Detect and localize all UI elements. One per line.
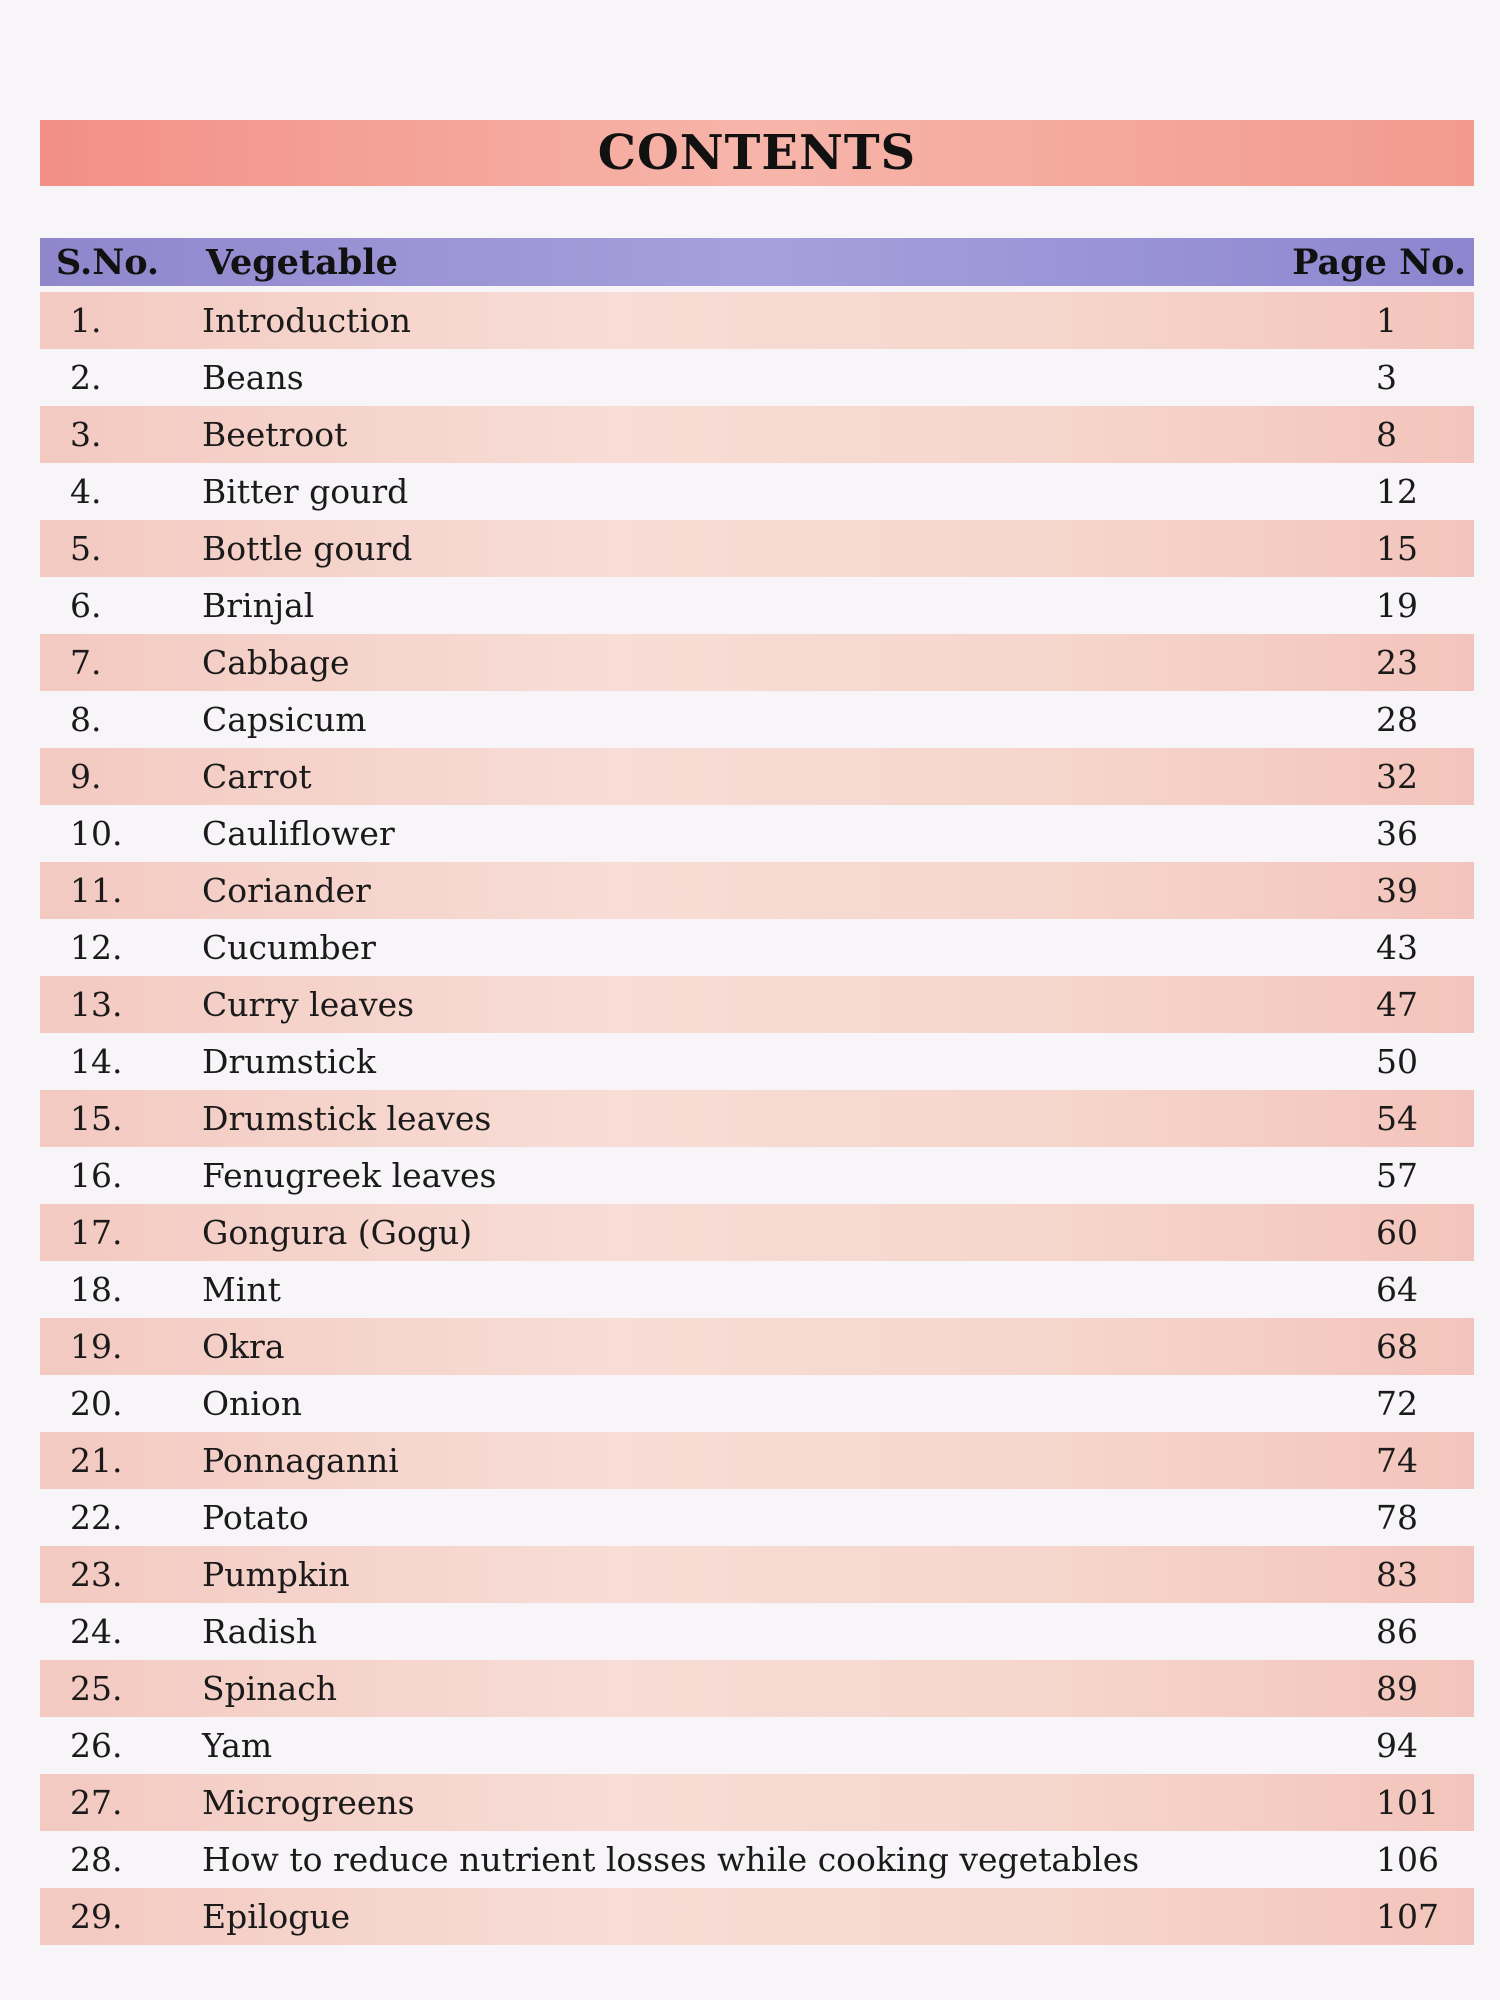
- row-page-no: 8: [1376, 415, 1397, 454]
- table-row: [40, 1831, 1474, 1888]
- row-vegetable: Okra: [202, 1327, 285, 1366]
- row-sno: 11.: [70, 871, 123, 910]
- page-title: CONTENTS: [597, 125, 917, 181]
- row-sno: 7.: [70, 643, 102, 682]
- table-row: [40, 919, 1474, 976]
- row-page-no: 28: [1376, 700, 1418, 739]
- table-row: [40, 1717, 1474, 1774]
- row-sno: 22.: [70, 1498, 123, 1537]
- table-row: [40, 1147, 1474, 1204]
- row-page-no: 15: [1376, 529, 1418, 568]
- row-sno: 9.: [70, 757, 102, 796]
- table-row: [40, 349, 1474, 406]
- table-row: [40, 520, 1474, 577]
- row-sno: 25.: [70, 1669, 123, 1708]
- row-sno: 15.: [70, 1099, 123, 1138]
- row-vegetable: Capsicum: [202, 700, 367, 739]
- row-page-no: 50: [1376, 1042, 1418, 1081]
- table-row: [40, 1603, 1474, 1660]
- row-sno: 14.: [70, 1042, 123, 1081]
- row-vegetable: How to reduce nutrient losses while cooking vegetables: [202, 1840, 1140, 1879]
- table-row: [40, 634, 1474, 691]
- row-vegetable: Beetroot: [202, 415, 348, 454]
- table-row: [40, 577, 1474, 634]
- row-vegetable: Cauliflower: [202, 814, 395, 853]
- row-page-no: 64: [1376, 1270, 1418, 1309]
- row-page-no: 32: [1376, 757, 1418, 796]
- row-page-no: 89: [1376, 1669, 1418, 1708]
- table-row: [40, 805, 1474, 862]
- row-sno: 6.: [70, 586, 102, 625]
- row-vegetable: Mint: [202, 1270, 281, 1309]
- table-row: [40, 748, 1474, 805]
- row-sno: 17.: [70, 1213, 123, 1252]
- row-vegetable: Pumpkin: [202, 1555, 350, 1594]
- table-row: [40, 292, 1474, 349]
- table-row: [40, 1546, 1474, 1603]
- row-page-no: 106: [1376, 1840, 1439, 1879]
- row-sno: 19.: [70, 1327, 123, 1366]
- row-sno: 13.: [70, 985, 123, 1024]
- row-sno: 5.: [70, 529, 102, 568]
- row-vegetable: Carrot: [202, 757, 312, 796]
- header-vegetable: Vegetable: [206, 242, 398, 283]
- table-row: [40, 1033, 1474, 1090]
- row-vegetable: Drumstick leaves: [202, 1099, 492, 1138]
- table-row: [40, 406, 1474, 463]
- row-page-no: 23: [1376, 643, 1418, 682]
- row-page-no: 47: [1376, 985, 1418, 1024]
- row-page-no: 83: [1376, 1555, 1418, 1594]
- table-row: [40, 463, 1474, 520]
- header-page-no: Page No.: [1292, 242, 1466, 283]
- row-sno: 20.: [70, 1384, 123, 1423]
- table-row: [40, 1774, 1474, 1831]
- table-row: [40, 1318, 1474, 1375]
- row-vegetable: Coriander: [202, 871, 371, 910]
- row-page-no: 3: [1376, 358, 1397, 397]
- table-row: [40, 1660, 1474, 1717]
- row-sno: 2.: [70, 358, 102, 397]
- table-header: [40, 238, 1474, 286]
- row-page-no: 1: [1376, 301, 1397, 340]
- row-page-no: 94: [1376, 1726, 1418, 1765]
- contents-table: [40, 292, 1474, 1945]
- row-page-no: 19: [1376, 586, 1418, 625]
- row-vegetable: Bitter gourd: [202, 472, 409, 511]
- row-sno: 23.: [70, 1555, 123, 1594]
- row-page-no: 12: [1376, 472, 1418, 511]
- row-sno: 10.: [70, 814, 123, 853]
- table-row: [40, 976, 1474, 1033]
- table-row: [40, 1432, 1474, 1489]
- row-vegetable: Cucumber: [202, 928, 376, 967]
- row-page-no: 36: [1376, 814, 1418, 853]
- row-sno: 8.: [70, 700, 102, 739]
- row-page-no: 43: [1376, 928, 1418, 967]
- row-page-no: 86: [1376, 1612, 1418, 1651]
- row-sno: 21.: [70, 1441, 123, 1480]
- row-page-no: 57: [1376, 1156, 1418, 1195]
- row-page-no: 101: [1376, 1783, 1439, 1822]
- row-page-no: 68: [1376, 1327, 1418, 1366]
- row-page-no: 72: [1376, 1384, 1418, 1423]
- table-row: [40, 1204, 1474, 1261]
- row-page-no: 60: [1376, 1213, 1418, 1252]
- row-sno: 27.: [70, 1783, 123, 1822]
- row-sno: 16.: [70, 1156, 123, 1195]
- row-vegetable: Radish: [202, 1612, 318, 1651]
- row-vegetable: Introduction: [202, 301, 411, 340]
- row-vegetable: Fenugreek leaves: [202, 1156, 497, 1195]
- row-page-no: 107: [1376, 1897, 1439, 1936]
- row-vegetable: Onion: [202, 1384, 302, 1423]
- row-sno: 29.: [70, 1897, 123, 1936]
- table-row: [40, 1261, 1474, 1318]
- row-sno: 26.: [70, 1726, 123, 1765]
- row-vegetable: Gongura (Gogu): [202, 1213, 473, 1252]
- row-vegetable: Yam: [202, 1726, 273, 1765]
- header-sno: S.No.: [56, 242, 160, 283]
- row-page-no: 78: [1376, 1498, 1418, 1537]
- row-vegetable: Beans: [202, 358, 304, 397]
- table-row: [40, 1888, 1474, 1945]
- row-sno: 1.: [70, 301, 102, 340]
- row-page-no: 74: [1376, 1441, 1418, 1480]
- row-page-no: 54: [1376, 1099, 1418, 1138]
- row-vegetable: Cabbage: [202, 643, 350, 682]
- table-row: [40, 1375, 1474, 1432]
- row-vegetable: Brinjal: [202, 586, 315, 625]
- row-sno: 3.: [70, 415, 102, 454]
- table-row: [40, 691, 1474, 748]
- row-sno: 18.: [70, 1270, 123, 1309]
- row-sno: 24.: [70, 1612, 123, 1651]
- row-vegetable: Spinach: [202, 1669, 337, 1708]
- table-row: [40, 862, 1474, 919]
- table-row: [40, 1489, 1474, 1546]
- row-vegetable: Potato: [202, 1498, 309, 1537]
- table-row: [40, 1090, 1474, 1147]
- row-vegetable: Curry leaves: [202, 985, 415, 1024]
- row-vegetable: Microgreens: [202, 1783, 415, 1822]
- row-vegetable: Ponnaganni: [202, 1441, 399, 1480]
- row-vegetable: Bottle gourd: [202, 529, 413, 568]
- row-sno: 4.: [70, 472, 102, 511]
- row-sno: 12.: [70, 928, 123, 967]
- row-vegetable: Drumstick: [202, 1042, 377, 1081]
- contents-title-bar: [40, 120, 1474, 186]
- row-page-no: 39: [1376, 871, 1418, 910]
- row-vegetable: Epilogue: [202, 1897, 351, 1936]
- row-sno: 28.: [70, 1840, 123, 1879]
